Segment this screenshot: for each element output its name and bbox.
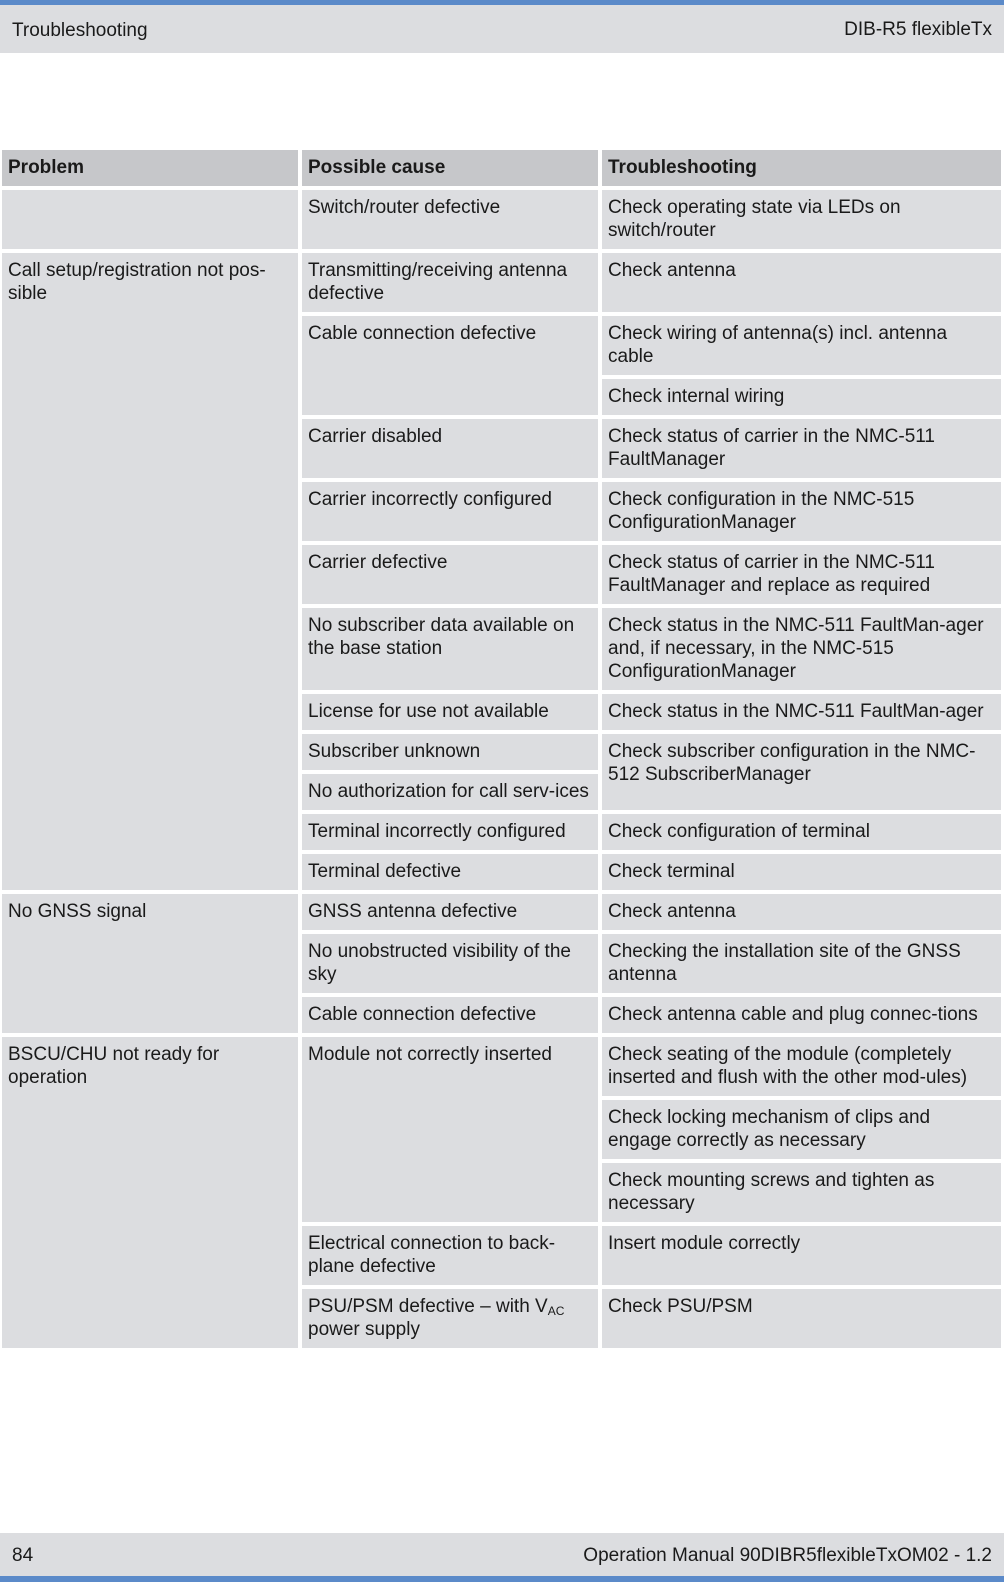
cause-cell: Transmitting/receiving antenna defective	[302, 253, 598, 312]
page-number: 84	[12, 1545, 34, 1566]
page-header	[0, 0, 1004, 53]
cause-cell: Subscriber unknown	[302, 734, 598, 770]
fix-cell: Insert module correctly	[602, 1226, 1001, 1285]
column-header-possible-cause: Possible cause	[302, 150, 598, 186]
fix-cell: Check configuration of terminal	[602, 814, 1001, 850]
fix-cell: Check antenna	[602, 894, 1001, 930]
fix-cell: Check antenna cable and plug connec-tions	[602, 997, 1001, 1033]
fix-cell: Check seating of the module (completely inserted and flush with the other mod-ules)	[602, 1037, 1001, 1096]
table-row	[2, 190, 1001, 249]
ac-subscript: AC	[547, 1304, 565, 1318]
cause-cell: Cable connection defective	[302, 316, 598, 415]
cause-cell: Cable connection defective	[302, 997, 598, 1033]
fix-cell: Check operating state via LEDs on switch/router	[602, 190, 1001, 249]
cause-cell: GNSS antenna defective	[302, 894, 598, 930]
fix-cell: Check terminal	[602, 854, 1001, 890]
fix-cell: Check wiring of antenna(s) incl. antenna cable	[602, 316, 1001, 375]
fix-cell: Check status of carrier in the NMC-511 FaultManager	[602, 419, 1001, 478]
fix-cell: Checking the installation site of the GNSS antenna	[602, 934, 1001, 993]
fix-cell: Check mounting screws and tighten as necessary	[602, 1163, 1001, 1222]
cause-text: PSU/PSM defective – with V	[308, 1296, 548, 1317]
table-row	[2, 253, 1001, 312]
troubleshooting-table	[0, 146, 1004, 1352]
problem-cell: Call setup/registration not pos-sible	[2, 253, 298, 890]
document-reference: Operation Manual 90DIBR5flexibleTxOM02 - 1.2	[583, 1545, 992, 1566]
cause-cell	[302, 1289, 598, 1348]
fix-cell: Check status in the NMC-511 FaultMan-ager	[602, 694, 1001, 730]
fix-cell: Check status in the NMC-511 FaultMan-ager and, if necessary, in the NMC-515 ConfigurationManager	[602, 608, 1001, 690]
cause-cell: Terminal defective	[302, 854, 598, 890]
cause-text-continued: power supply	[308, 1319, 420, 1340]
problem-cell: BSCU/CHU not ready for operation	[2, 1037, 298, 1348]
table-row	[2, 894, 1001, 930]
cause-cell: Carrier defective	[302, 545, 598, 604]
product-name: DIB-R5 flexibleTx	[844, 19, 992, 40]
fix-cell: Check PSU/PSM	[602, 1289, 1001, 1348]
page-footer	[0, 1533, 1004, 1582]
fix-cell: Check status of carrier in the NMC-511 FaultManager and replace as required	[602, 545, 1001, 604]
cause-cell: Module not correctly inserted	[302, 1037, 598, 1222]
cause-cell: No subscriber data available on the base station	[302, 608, 598, 690]
problem-cell-empty	[2, 190, 298, 249]
cause-cell: No unobstructed visibility of the sky	[302, 934, 598, 993]
fix-cell: Check antenna	[602, 253, 1001, 312]
cause-cell: License for use not available	[302, 694, 598, 730]
column-header-troubleshooting: Troubleshooting	[602, 150, 1001, 186]
column-header-problem: Problem	[2, 150, 298, 186]
fix-cell: Check internal wiring	[602, 379, 1001, 415]
section-title: Troubleshooting	[12, 20, 148, 41]
cause-cell: Carrier disabled	[302, 419, 598, 478]
table-header-row	[2, 150, 1001, 186]
cause-cell: No authorization for call serv-ices	[302, 774, 598, 810]
problem-cell: No GNSS signal	[2, 894, 298, 1033]
cause-cell: Switch/router defective	[302, 190, 598, 249]
fix-cell: Check locking mechanism of clips and engage correctly as necessary	[602, 1100, 1001, 1159]
fix-cell: Check configuration in the NMC-515 ConfigurationManager	[602, 482, 1001, 541]
cause-cell: Carrier incorrectly configured	[302, 482, 598, 541]
table-row	[2, 1037, 1001, 1096]
fix-cell: Check subscriber configuration in the NMC-512 SubscriberManager	[602, 734, 1001, 810]
cause-cell: Terminal incorrectly configured	[302, 814, 598, 850]
cause-cell: Electrical connection to back-plane defective	[302, 1226, 598, 1285]
